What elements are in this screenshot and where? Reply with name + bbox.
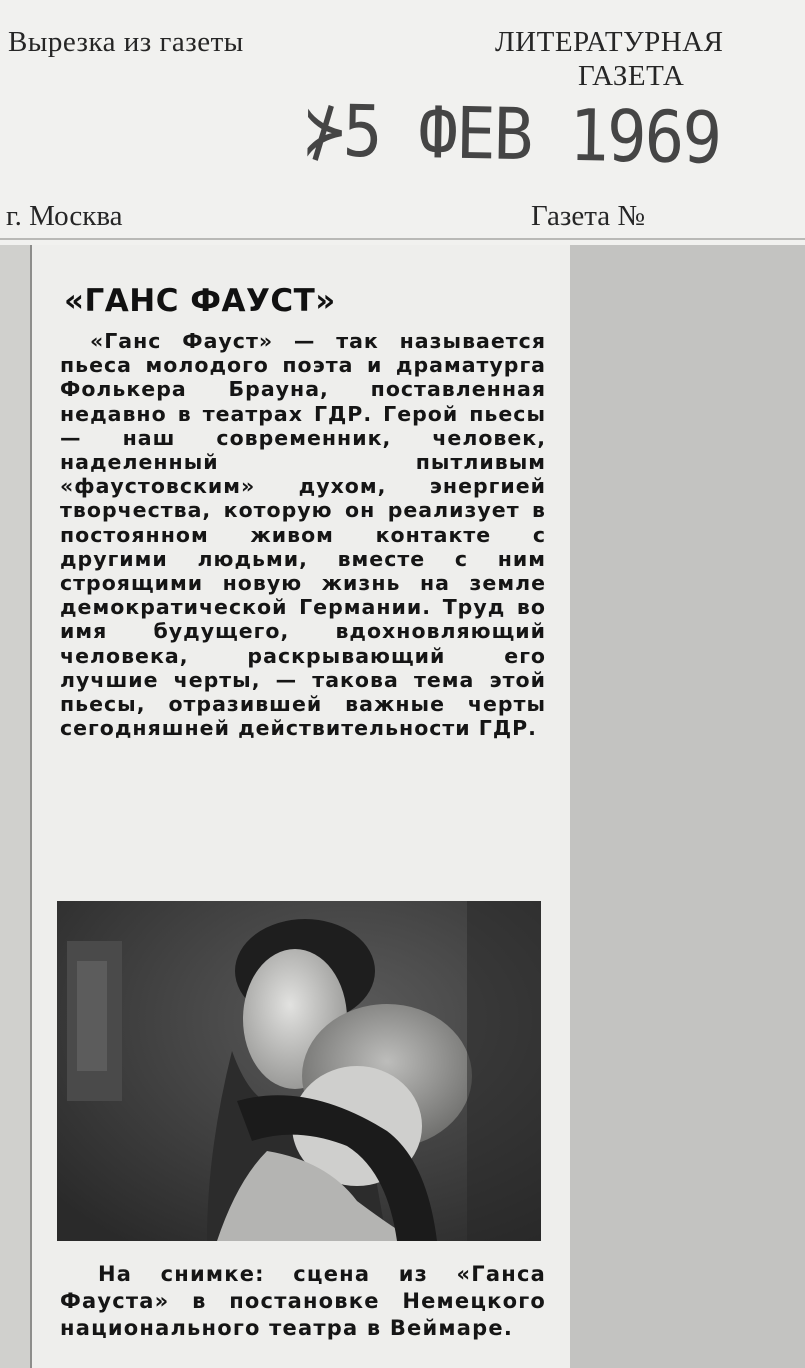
newspaper-name-line1: ЛИТЕРАТУРНАЯ (495, 26, 724, 58)
header-divider (0, 238, 805, 240)
city-label: г. Москва (6, 200, 123, 232)
backing-sheet-left (0, 245, 30, 1368)
article-title: «ГАНС ФАУСТ» (64, 283, 336, 319)
newspaper-name-line2: ГАЗЕТА (578, 60, 685, 92)
clipping-label: Вырезка из газеты (8, 26, 244, 58)
issue-number-label: Газета № (531, 200, 646, 232)
clipping-service-header (0, 0, 805, 245)
newspaper-clipping (30, 245, 570, 1368)
date-stamp-text: 5 ФЕВ 1969 (342, 89, 721, 180)
date-stamp (304, 89, 720, 180)
photo-caption: На снимке: сцена из «Ганса Фауста» в постановке Немецкого национального театра в Веймаре. (60, 1262, 546, 1340)
stamp-mark-icon: ⊁ (304, 89, 344, 173)
scene-photo-image (57, 901, 541, 1241)
backing-sheet-right (570, 245, 805, 1368)
scene-photo (57, 901, 541, 1241)
article-body: «Ганс Фауст» — так называется пьеса молодого поэта и драматурга Фолькера Брауна, поставленная недавно в театрах ГДР. Герой пьесы — наш современник, человек, наделенный пытливым «фаустовским» духом, энергией творчества, которую он реализует в постоянном живом контакте с другими людьми, вместе с ним строящими новую жизнь на земле демократической Германии. Труд во имя будущего, вдохновляющий человека, раскрывающий его лучшие черты, — такова тема этой пьесы, отразившей важные черты сегодняшней действительности ГДР. (60, 329, 546, 741)
